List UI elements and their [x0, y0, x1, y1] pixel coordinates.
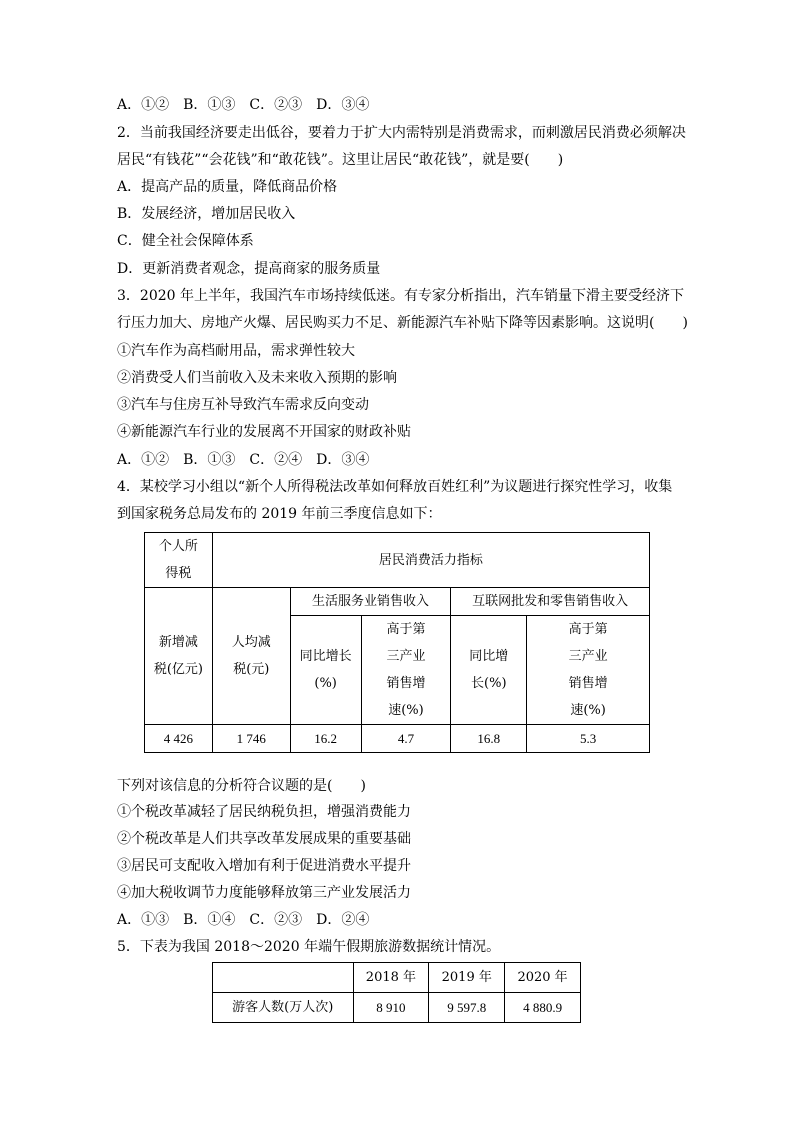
- header-life-service-revenue: 生活服务业销售收入: [290, 588, 451, 616]
- table-header-year: 2018 年: [353, 963, 429, 993]
- q4-options: A．①③ B．①④ C．②③ D．②④: [117, 912, 370, 928]
- table-row: [145, 725, 650, 753]
- q3-item-1: ①汽车作为高档耐用品，需求弹性较大: [117, 343, 355, 359]
- table-cell: 16.2: [290, 725, 361, 753]
- q4-item-2: ②个税改革是人们共享改革发展成果的重要基础: [117, 831, 411, 847]
- header-above-tertiary-1: 高于第 三产业 销售增 速(%): [361, 616, 451, 725]
- table-cell: 9 597.8: [429, 993, 505, 1023]
- tourism-table: [212, 962, 581, 1023]
- row-label-tourists: 游客人数(万人次): [213, 993, 354, 1023]
- q2-option-a: A．提高产品的质量，降低商品价格: [117, 179, 338, 195]
- q2-stem-line2: 居民“有钱花”“会花钱”和“敢花钱”。这里让居民“敢花钱”，就是要( ): [117, 152, 564, 168]
- q3-stem-line1: 3．2020 年上半年，我国汽车市场持续低迷。有专家分析指出，汽车销量下滑主要受经济下: [117, 288, 684, 304]
- table-cell: 8 910: [353, 993, 429, 1023]
- header-yoy-growth-1: 同比增长 (%): [290, 616, 361, 725]
- table-cell: [213, 963, 354, 993]
- q2-option-d: D．更新消费者观念，提高商家的服务质量: [117, 261, 381, 277]
- q4-item-3: ③居民可支配收入增加有利于促进消费水平提升: [117, 858, 411, 874]
- header-per-capita-tax-cut: 人均减 税(元): [212, 588, 290, 725]
- q2-option-b: B．发展经济，增加居民收入: [117, 206, 296, 222]
- q1-options: A．①② B．①③ C．②③ D．③④: [117, 97, 370, 113]
- q2-stem-line1: 2．当前我国经济要走出低谷，要着力于扩大内需特别是消费需求，而刺激居民消费必须解决: [117, 125, 686, 141]
- q3-item-2: ②消费受人们当前收入及未来收入预期的影响: [117, 370, 397, 386]
- q3-options: A．①② B．①③ C．②④ D．③④: [117, 452, 370, 468]
- table-cell: 16.8: [451, 725, 527, 753]
- table-cell: 1 746: [212, 725, 290, 753]
- header-yoy-growth-2: 同比增 长(%): [451, 616, 527, 725]
- q5-stem: 5．下表为我国 2018～2020 年端午假期旅游数据统计情况。: [117, 939, 501, 955]
- table-cell: 5.3: [527, 725, 650, 753]
- table-header-year: 2020 年: [505, 963, 581, 993]
- q3-stem-line2: 行压力加大、房地产火爆、居民购买力不足、新能源汽车补贴下降等因素影响。这说明( ): [117, 315, 688, 331]
- header-new-tax-cut: 新增减 税(亿元): [145, 588, 213, 725]
- table-cell: 4 880.9: [505, 993, 581, 1023]
- table-row: [213, 963, 581, 993]
- table-row: [213, 993, 581, 1023]
- q2-option-c: C．健全社会保障体系: [117, 233, 254, 249]
- q4-stem-line1: 4．某校学习小组以“新个人所得税法改革如何释放百姓红利”为议题进行探究性学习，收集: [117, 479, 673, 495]
- table-cell: 4.7: [361, 725, 451, 753]
- q4-question: 下列对该信息的分析符合议题的是( ): [117, 778, 366, 794]
- header-income-tax: 个人所 得税: [145, 533, 213, 588]
- header-above-tertiary-2: 高于第 三产业 销售增 速(%): [527, 616, 650, 725]
- q3-item-3: ③汽车与住房互补导致汽车需求反向变动: [117, 397, 369, 413]
- q4-item-1: ①个税改革减轻了居民纳税负担，增强消费能力: [117, 804, 411, 820]
- q3-item-4: ④新能源汽车行业的发展离不开国家的财政补贴: [117, 424, 411, 440]
- table-cell: 4 426: [145, 725, 213, 753]
- tax-table: [144, 532, 650, 753]
- header-internet-retail-revenue: 互联网批发和零售销售收入: [451, 588, 650, 616]
- q4-stem-line2: 到国家税务总局发布的 2019 年前三季度信息如下：: [117, 506, 442, 522]
- q4-item-4: ④加大税收调节力度能够释放第三产业发展活力: [117, 885, 411, 901]
- table-header-year: 2019 年: [429, 963, 505, 993]
- header-consumption-index: 居民消费活力指标: [212, 533, 649, 588]
